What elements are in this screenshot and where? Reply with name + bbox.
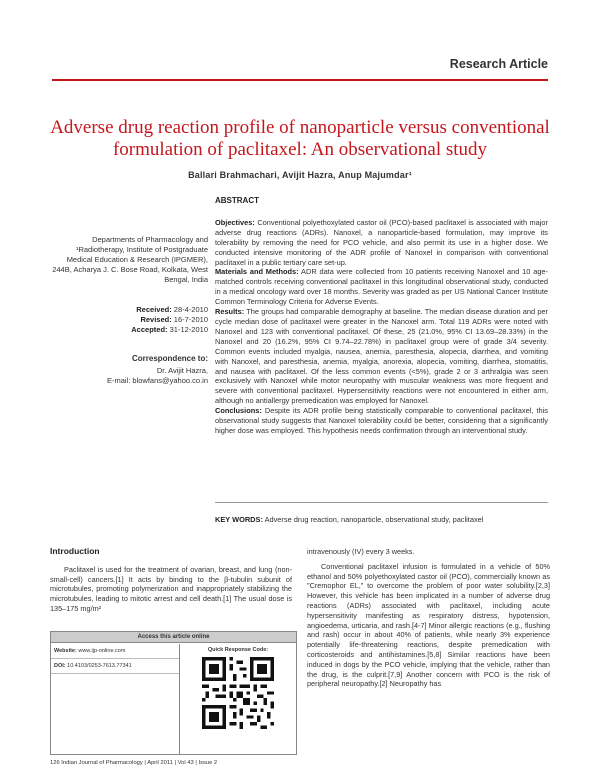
conclusions-text: Despite its ADR profile being statistically comparable to conventional paclitaxel, this observational study suggests that Nanoxel tolerability could be better, considering that a significantly higher dose was employed. This hypothesis needs confirmation through an interventional study.: [215, 406, 548, 435]
abstract: [215, 196, 548, 436]
access-box-heading: Access this article online: [51, 632, 296, 643]
accepted-date: 31-12-2010: [169, 325, 208, 334]
access-box-info: [51, 644, 180, 754]
results-label: Results:: [215, 307, 245, 317]
column-2-continuation: intravenously (IV) every 3 weeks.: [307, 547, 415, 556]
accepted-label: Accepted:: [131, 325, 168, 334]
abstract-objectives: [215, 218, 548, 268]
affiliation: Departments of Pharmacology and ¹Radiotherapy, Institute of Postgraduate Medical Education & Research (IPGMER), 244B, Acharya J. C. Bose Road, Kolkata, West Bengal, India: [52, 235, 208, 284]
revised-date: 16-7-2010: [173, 315, 208, 324]
section-label: Research Article: [449, 57, 548, 71]
methods-label: Materials and Methods:: [215, 267, 299, 277]
dates-block: [50, 305, 208, 335]
abstract-divider: [215, 502, 548, 503]
received-date: 28-4-2010: [173, 305, 208, 314]
objectives-label: Objectives:: [215, 217, 255, 227]
page-footer: 126 Indian Journal of Pharmacology | April 2011 | Vol 43 | Issue 2: [50, 760, 218, 766]
received-label: Received:: [136, 305, 172, 314]
introduction-paragraph-2: Conventional paclitaxel infusion is formulated in a vehicle of 50% ethanol and 50% polyethoxylated castor oil (PCO), commercially known as "Cremophor EL," to overcome the problem of poor water solubility.[2,3] However, this vehicle has been implicated in a number of adverse drug reactions (ADRs) associated with paclitaxel, including acute hypersensitivity manifesting as respiratory distress, hypotension, angioedema, urticaria, and rash.[4-7] Minor allergic reactions (e.g., flushing and rash) occur in about 40% of patients, while nearly 3% experience potentially life-threatening reactions, despite premedication with corticosteroids and antihistamines.[5,8] Similar reactions have been induced in dogs by the PCO vehicle, implying that the vehicle, rather than the drug, is the culprit.[7,9] Another concern with PCO is the risk of peripheral neuropathy.[2] Neuropathy has: [307, 561, 550, 689]
keywords-text: Adverse drug reaction, nanoparticle, observational study, paclitaxel: [264, 515, 484, 524]
website-label: Website:: [54, 648, 77, 654]
qr-label: Quick Response Code:: [207, 647, 269, 653]
keywords: [215, 515, 555, 524]
correspondence-name: Dr. Avijit Hazra,: [156, 366, 208, 375]
doi-label: DOI:: [54, 663, 66, 669]
revised-label: Revised:: [140, 315, 172, 324]
abstract-results: [215, 307, 548, 406]
article-title: Adverse drug reaction profile of nanoparticle versus conventional formulation of paclitaxel: An observational study: [50, 117, 550, 160]
access-article-box: [50, 631, 297, 755]
introduction-heading: Introduction: [50, 546, 100, 556]
body-column-1: [50, 547, 292, 614]
introduction-paragraph-1: Paclitaxel is used for the treatment of ovarian, breast, and lung (non-small-cell) cancers.[1] It acts by binding to the β-tubulin subunit of microtubules, promoting polymerization and inappropriately stabilizing the microtubules, leading to mitotic arrest and cell death.[1] The usual dose is 135–175 mg/m²: [50, 564, 292, 613]
doi-value[interactable]: 10.4103/0253-7613.77341: [67, 663, 132, 669]
website-link[interactable]: www.ijp-online.com: [78, 648, 126, 654]
body-column-2: [307, 547, 550, 689]
abstract-methods: [215, 267, 548, 307]
abstract-conclusions: [215, 406, 548, 436]
keywords-label: KEY WORDS:: [215, 515, 263, 524]
qr-code-icon: [202, 657, 274, 729]
authors: Ballari Brahmachari, Avijit Hazra, Anup Majumdar¹: [188, 170, 412, 180]
qr-panel: [180, 644, 296, 754]
objectives-text: Conventional polyethoxylated castor oil (PCO)-based paclitaxel is associated with major adverse drug reactions (ADRs). Nanoxel, a nanoparticle-based formulation, may improve its tolerability by removing the need for PCO vehicle, and also permit its use in a higher dose. We conducted intensive monitoring of the ADR profile of Nanoxel in comparison with conventional paclitaxel in a public tertiary care set-up.: [215, 217, 548, 267]
correspondence-block: [50, 354, 208, 386]
header-rule: [52, 79, 548, 81]
methods-text: ADR data were collected from 10 patients receiving Nanoxel and 10 age-matched controls receiving conventional paclitaxel in this longitudinal observational study, conducted in a medical oncology ward over 18 months. Severity was graded as per US National Cancer Institute Common Terminology Criteria for Adverse Events.: [215, 267, 548, 307]
conclusions-label: Conclusions:: [215, 406, 262, 416]
results-text: The groups had comparable demography at baseline. The median disease duration and per cycle median dose of paclitaxel were greater in the Nanoxel arm. Total 119 ADRs were noted with Nanoxel and 123 with conventional paclitaxel. Of these, 25 (21.0%, 95% CI 13.69–28.33%) in the Nanoxel and 20 (16.2%, 95% CI 9.74–22.78%) in paclitaxel group were of grade 3/4 severity. Common events included myalgia, nausea, anemia, paresthesia, alopecia, diarrhea, and vomiting with Nanoxel, and paresthesia, anemia, myalgia, anorexia, alopecia, vomiting, diarrhea, stomatitis, and nausea with paclitaxel. Of the less common events (<5%), grade 2 or 3 arthralgia was seen exclusively with Nanoxel while motor neuropathy with muscular weakness was more frequent and severe with conventional paclitaxel. Hypersensitivity reactions were not encountered in either arm, although no antiallergy premedication was employed for Nanoxel.: [215, 307, 549, 406]
correspondence-heading: Correspondence to:: [131, 354, 208, 363]
abstract-heading: ABSTRACT: [215, 196, 259, 205]
correspondence-email[interactable]: E-mail: blowfans@yahoo.co.in: [107, 376, 208, 385]
